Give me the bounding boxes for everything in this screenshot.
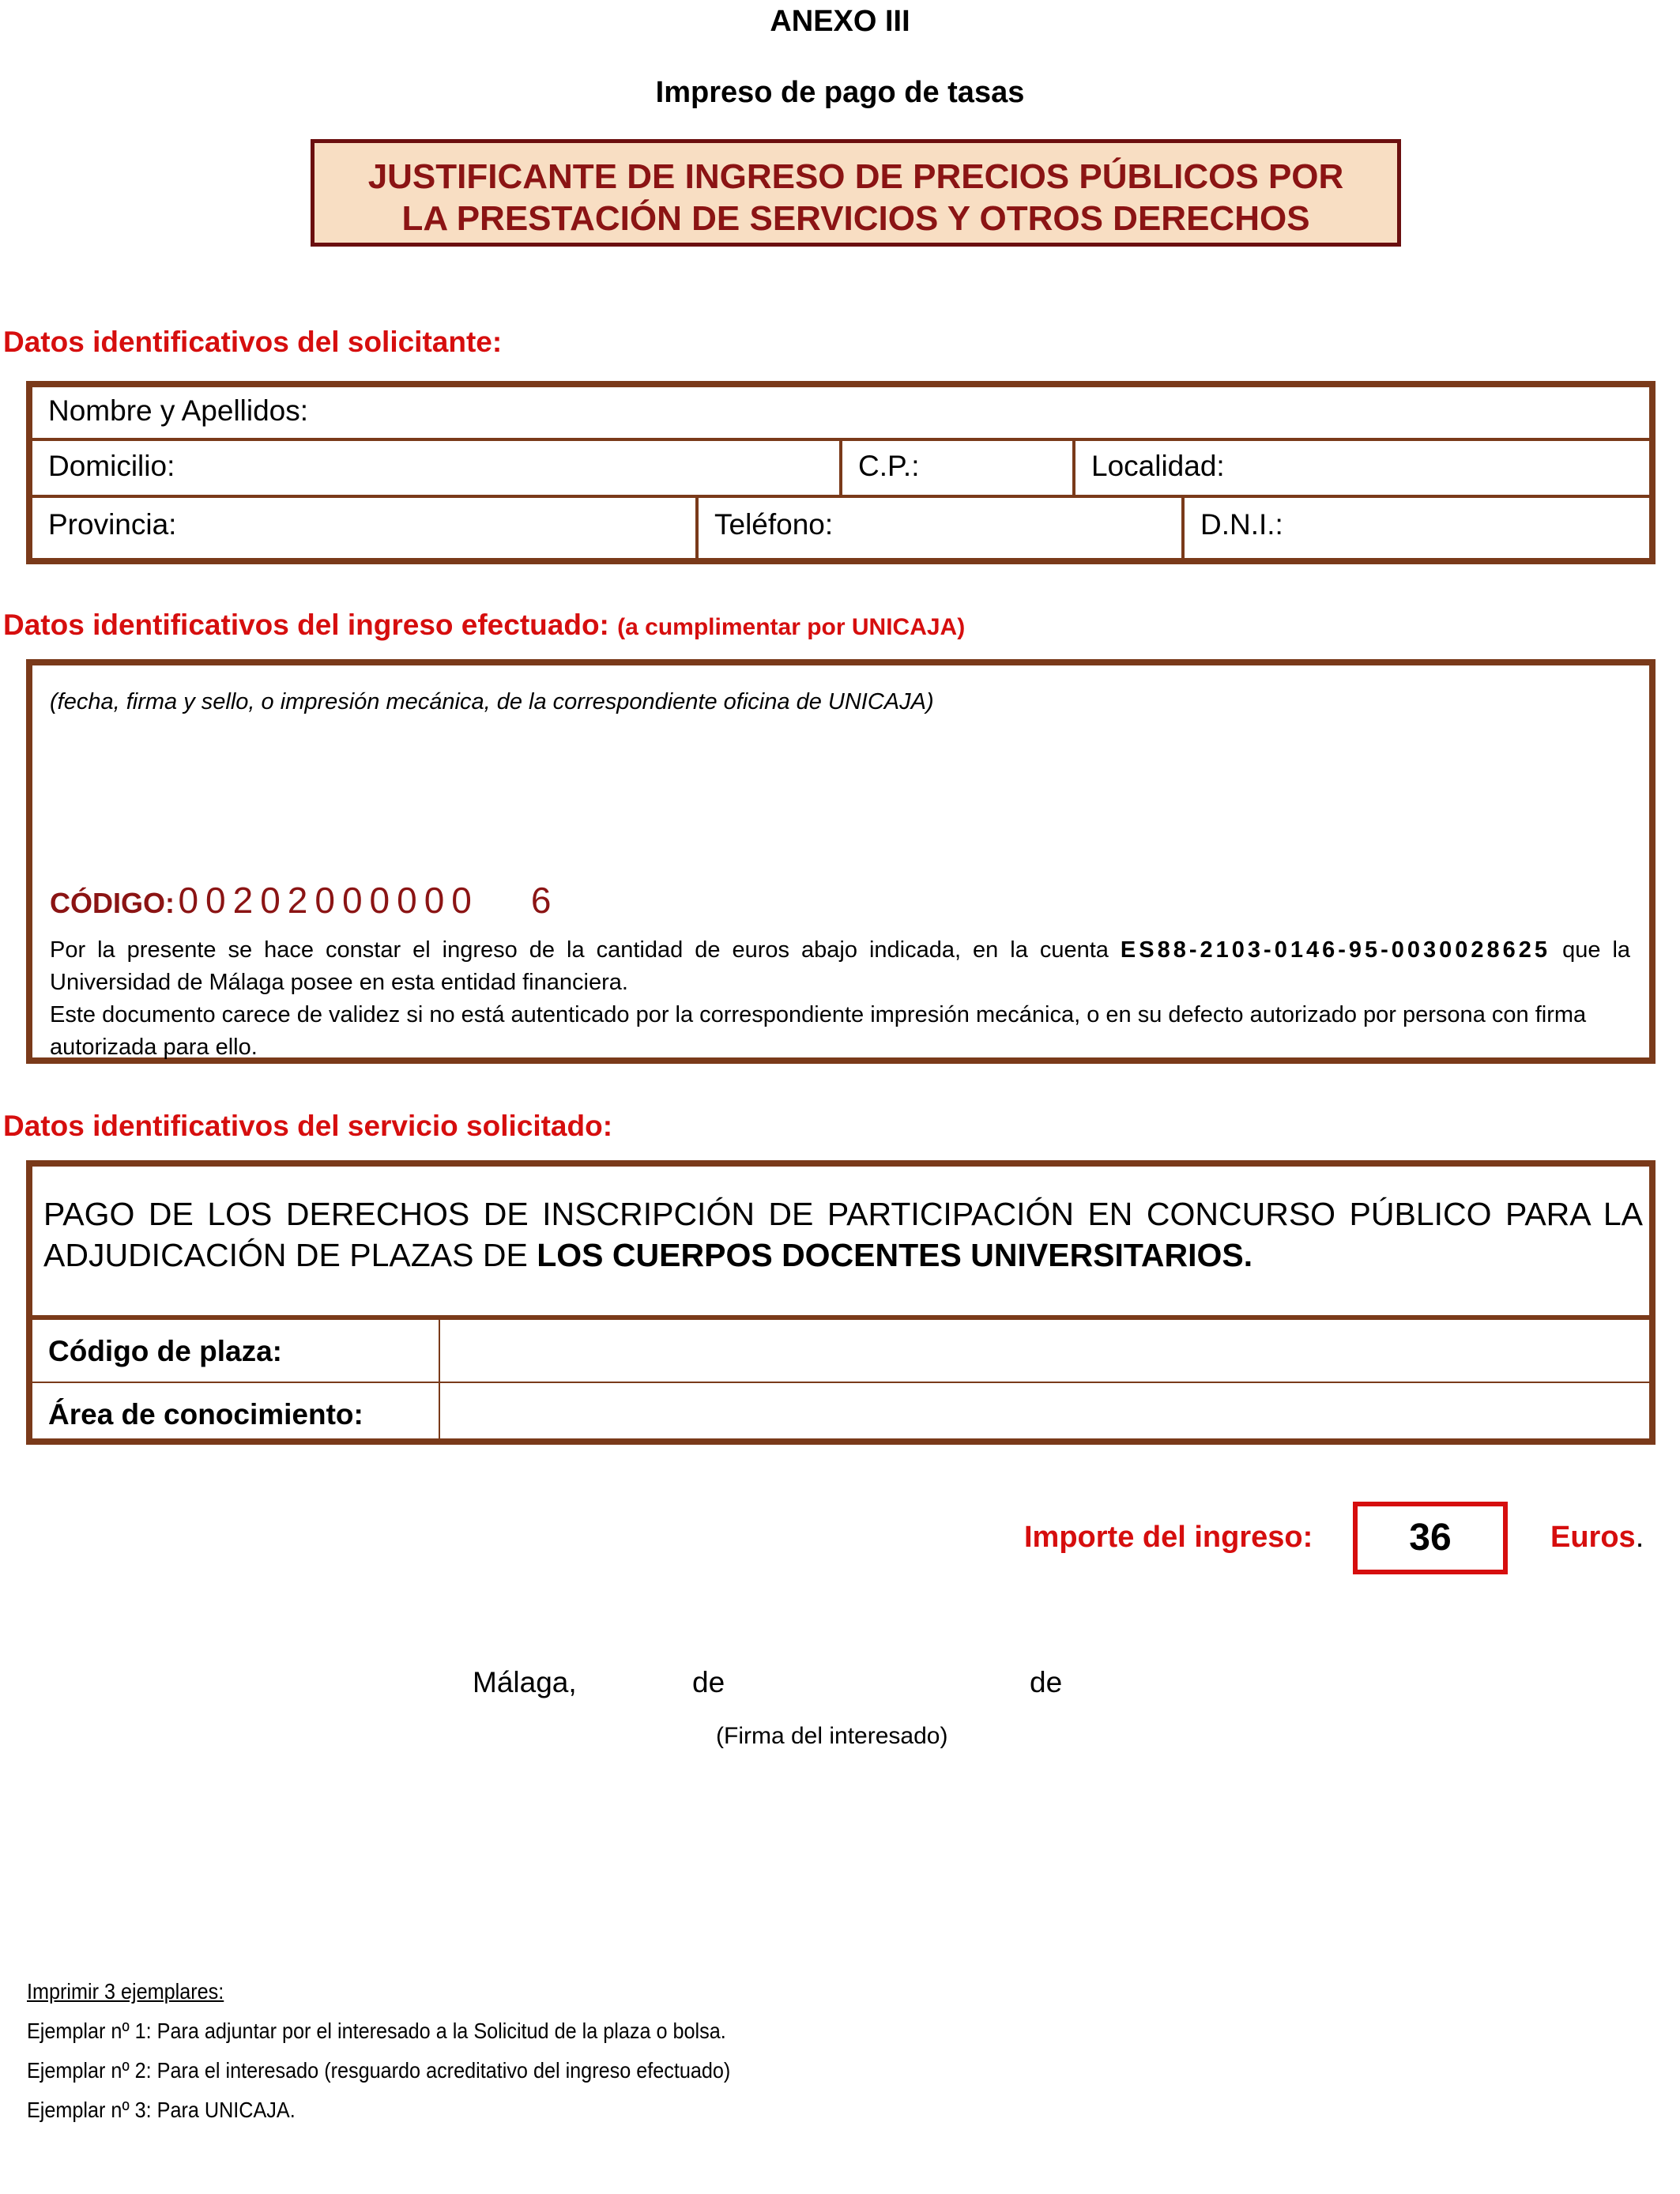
copy-1-note: Ejemplar nº 1: Para adjuntar por el interesado a la Solicitud de la plaza o bolsa. xyxy=(27,2019,726,2043)
dni-field[interactable] xyxy=(1185,498,1649,555)
payment-declaration xyxy=(50,934,1630,1064)
validity-note: Este documento carece de validez si no está autenticado por la correspondiente impresión mecánica, o en su defecto autorizado por persona con firma autorizada para ello. xyxy=(50,1002,1587,1060)
row-divider xyxy=(32,1315,1649,1320)
locality-label: Localidad: xyxy=(1091,450,1225,482)
service-section-title: Datos identificativos del servicio solicitado: xyxy=(3,1110,613,1142)
dni-label: D.N.I.: xyxy=(1200,508,1283,541)
currency-label xyxy=(1550,1521,1644,1555)
service-description-bold: LOS CUERPOS DOCENTES UNIVERSITARIOS. xyxy=(537,1237,1253,1273)
payment-section-title-text: Datos identificativos del ingreso efectuado: xyxy=(3,609,609,641)
phone-label: Teléfono: xyxy=(714,508,834,541)
bank-stamp-note: (fecha, firma y sello, o impresión mecánica, de la correspondiente oficina de UNICAJA) xyxy=(50,689,934,714)
place-code-label: Código de plaza: xyxy=(48,1335,282,1367)
phone-field[interactable] xyxy=(699,498,1181,555)
currency-text: Euros xyxy=(1550,1521,1636,1554)
name-field[interactable] xyxy=(32,384,1649,438)
payment-code xyxy=(50,879,558,922)
locality-field[interactable] xyxy=(1075,439,1649,495)
payment-data-box xyxy=(26,659,1656,1064)
amount-value: 36 xyxy=(1353,1502,1508,1574)
name-label: Nombre y Apellidos: xyxy=(48,394,309,427)
date-connector-1: de xyxy=(692,1666,725,1698)
signature-place: Málaga, xyxy=(473,1666,577,1698)
province-field[interactable] xyxy=(32,498,695,555)
postal-code-field[interactable] xyxy=(842,439,1072,495)
annex-title: ANEXO III xyxy=(770,5,910,38)
amount-label: Importe del ingreso: xyxy=(1024,1521,1313,1554)
address-field[interactable] xyxy=(32,439,839,495)
province-label: Provincia: xyxy=(48,508,177,541)
service-description-text: PAGO DE LOS DERECHOS DE INSCRIPCIÓN DE PARTICIPACIÓN EN CONCURSO PÚBLICO PARA LA ADJUDICACIÓN DE PLAZAS DE xyxy=(43,1196,1643,1273)
bank-account-number: ES88-2103-0146-95-0030028625 xyxy=(1120,937,1551,963)
copy-3-note: Ejemplar nº 3: Para UNICAJA. xyxy=(27,2098,296,2122)
knowledge-area-label: Área de conocimiento: xyxy=(48,1398,363,1431)
column-divider xyxy=(439,1320,440,1438)
form-subtitle: Impreso de pago de tasas xyxy=(655,76,1025,109)
copy-2-note: Ejemplar nº 2: Para el interesado (resguardo acreditativo del ingreso efectuado) xyxy=(27,2058,731,2083)
service-data-box xyxy=(26,1160,1656,1445)
form-banner xyxy=(311,139,1401,247)
banner-line-1: JUSTIFICANTE DE INGRESO DE PRECIOS PÚBLICOS POR xyxy=(367,157,1344,196)
declaration-text: Por la presente se hace constar el ingreso de la cantidad de euros abajo indicada, en la cuenta xyxy=(50,937,1109,963)
payment-code-label: CÓDIGO: xyxy=(50,887,175,919)
postal-code-label: C.P.: xyxy=(858,450,920,482)
applicant-section-title: Datos identificativos del solicitante: xyxy=(3,326,503,358)
payment-section-note: (a cumplimentar por UNICAJA) xyxy=(617,614,966,640)
address-label: Domicilio: xyxy=(48,450,175,482)
date-connector-2: de xyxy=(1030,1666,1063,1698)
place-code-field[interactable] xyxy=(442,1321,1649,1382)
payment-code-check-digit: 6 xyxy=(530,880,559,921)
currency-period: . xyxy=(1635,1521,1644,1554)
knowledge-area-field[interactable] xyxy=(442,1385,1649,1438)
row-divider xyxy=(32,1382,1649,1383)
payment-code-value: 00202000000 xyxy=(178,880,479,921)
applicant-data-table xyxy=(26,381,1656,564)
payment-section-title xyxy=(3,609,965,642)
signature-note: (Firma del interesado) xyxy=(716,1723,948,1749)
print-instructions-title: Imprimir 3 ejemplares: xyxy=(27,1979,224,2004)
service-description xyxy=(43,1193,1643,1276)
declaration-text-end: que la Universidad de Málaga posee en esta entidad financiera. xyxy=(50,937,1631,995)
banner-line-2: LA PRESTACIÓN DE SERVICIOS Y OTROS DERECHOS xyxy=(401,199,1310,238)
